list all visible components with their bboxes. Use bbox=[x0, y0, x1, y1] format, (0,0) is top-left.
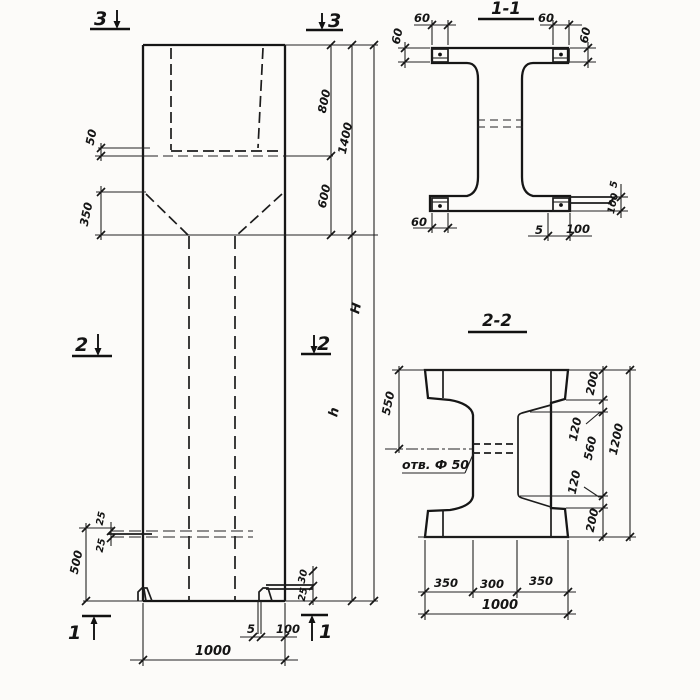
section-marker-3-left bbox=[90, 8, 130, 30]
section-1-1-view bbox=[389, 0, 628, 241]
marker-3-right-label: 3 bbox=[328, 10, 342, 32]
section-marker-1-right bbox=[301, 615, 332, 643]
dim-800: 800 bbox=[314, 87, 334, 115]
dim-60-top-left: 60 bbox=[413, 11, 431, 25]
dim-h: h bbox=[326, 406, 343, 419]
dim-200-top: 200 bbox=[582, 369, 602, 397]
dim-120-bottom: 120 bbox=[564, 468, 584, 496]
dim-25-top: 25 bbox=[94, 510, 109, 527]
column-hidden-edges bbox=[108, 48, 283, 601]
dim-5-bottom: 5 bbox=[534, 223, 544, 237]
dim-5: 5 bbox=[246, 622, 256, 636]
section-1-1-ticks bbox=[401, 21, 625, 240]
elevation-ticks bbox=[82, 41, 378, 664]
embedded-plate-top-right bbox=[553, 49, 569, 62]
dim-600: 600 bbox=[314, 182, 334, 210]
dim-5-right: 5 bbox=[608, 179, 621, 190]
dim-100: 100 bbox=[275, 622, 301, 636]
marker-1-left-label: 1 bbox=[68, 622, 82, 644]
dim-300: 300 bbox=[479, 577, 505, 591]
dim-350-right: 350 bbox=[528, 574, 554, 588]
dim-100-bottom: 100 bbox=[565, 222, 591, 236]
section-marker-2-right bbox=[301, 333, 331, 355]
dim-25-shoe: 25 bbox=[296, 586, 311, 603]
marker-2-right-label: 2 bbox=[317, 333, 331, 355]
dim-500: 500 bbox=[66, 548, 86, 576]
dim-60-top-right: 60 bbox=[537, 11, 555, 25]
marker-3-left-label: 3 bbox=[94, 8, 108, 30]
section-2-2-dim-labels bbox=[379, 370, 627, 613]
dim-350: 350 bbox=[76, 200, 96, 228]
dim-100-right: 100 bbox=[606, 192, 622, 215]
section-2-2-view bbox=[379, 311, 636, 620]
dim-60-top-left-v: 60 bbox=[388, 26, 406, 46]
dim-550: 550 bbox=[378, 389, 398, 417]
section-marker-2-left bbox=[72, 334, 112, 356]
dim-200-bottom: 200 bbox=[582, 506, 602, 534]
marker-1-right-label: 1 bbox=[319, 621, 333, 643]
section-1-1-outline bbox=[430, 48, 570, 211]
embedded-plate-bottom-left bbox=[432, 198, 448, 211]
dim-120-top: 120 bbox=[565, 415, 585, 443]
hole-label: отв. Ф 50 bbox=[402, 457, 469, 472]
dim-1000-bottom: 1000 bbox=[481, 598, 519, 613]
dim-560: 560 bbox=[580, 434, 600, 462]
elevation-dim-labels bbox=[67, 88, 365, 659]
dim-60-bottom-left: 60 bbox=[410, 215, 428, 229]
base-bracket-left bbox=[138, 588, 152, 601]
dim-350-left: 350 bbox=[433, 576, 459, 590]
dim-50: 50 bbox=[82, 127, 100, 147]
dim-60-top-right-v: 60 bbox=[576, 25, 594, 45]
dim-1400: 1400 bbox=[334, 121, 356, 156]
dim-H: H bbox=[348, 301, 366, 316]
dim-1200: 1200 bbox=[605, 422, 627, 457]
embedded-plate-bottom-right bbox=[553, 197, 612, 211]
elevation-view bbox=[67, 8, 378, 666]
marker-2-left-label: 2 bbox=[75, 334, 89, 356]
embedded-plate-top-left bbox=[432, 49, 448, 62]
section-marker-1-left bbox=[68, 616, 111, 644]
column-outline bbox=[83, 45, 378, 601]
section-2-2-title: 2-2 bbox=[482, 311, 512, 330]
web-hole bbox=[385, 444, 517, 473]
dim-30: 30 bbox=[296, 568, 311, 585]
dim-25-bottom: 25 bbox=[94, 537, 109, 554]
section-marker-3-right bbox=[306, 10, 343, 32]
section-1-1-title: 1-1 bbox=[491, 0, 521, 18]
dim-1000: 1000 bbox=[194, 644, 232, 659]
section-2-2-ticks bbox=[395, 366, 634, 618]
